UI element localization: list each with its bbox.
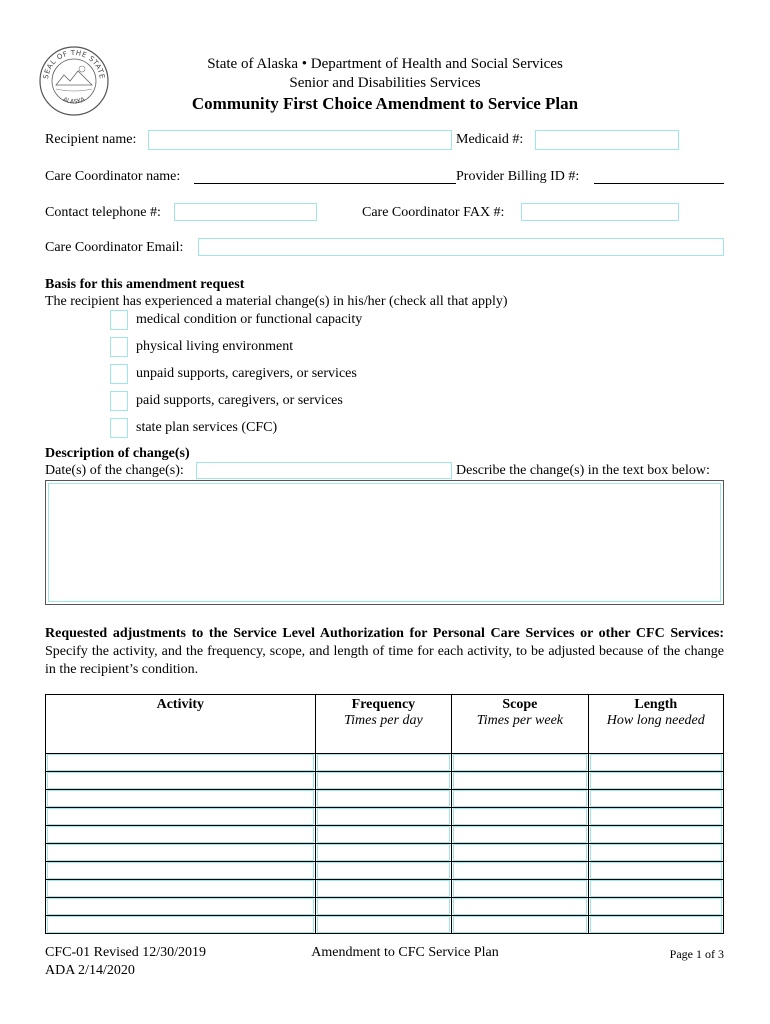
checkbox-medical-condition[interactable] — [110, 310, 128, 330]
activity-input[interactable] — [47, 844, 314, 861]
footer-ada-date: ADA 2/14/2020 — [45, 963, 135, 978]
length-input[interactable] — [590, 898, 722, 915]
basis-intro: The recipient has experienced a material change(s) in his/her (check all that apply) — [45, 294, 508, 309]
frequency-input[interactable] — [317, 916, 451, 933]
footer-center-title: Amendment to CFC Service Plan — [311, 945, 499, 960]
activity-input[interactable] — [47, 898, 314, 915]
scope-input[interactable] — [453, 862, 586, 879]
header-division: Senior and Disabilities Services — [289, 75, 481, 91]
frequency-input[interactable] — [317, 898, 451, 915]
checkbox-state-plan-services[interactable] — [110, 418, 128, 438]
checkbox-unpaid-supports[interactable] — [110, 364, 128, 384]
table-row — [46, 844, 724, 862]
care-coordinator-name-label: Care Coordinator name: — [45, 169, 181, 184]
description-box-frame — [45, 480, 724, 605]
length-input[interactable] — [590, 790, 722, 807]
activity-input[interactable] — [47, 916, 314, 933]
service-table — [45, 694, 724, 934]
table-row — [46, 808, 724, 826]
option-medical-condition: medical condition or functional capacity — [136, 312, 363, 327]
frequency-input[interactable] — [317, 754, 451, 771]
requested-section — [45, 625, 724, 679]
frequency-input[interactable] — [317, 862, 451, 879]
cc-fax-label: Care Coordinator FAX #: — [362, 205, 505, 220]
recipient-name-input[interactable] — [148, 130, 452, 150]
scope-input[interactable] — [453, 844, 586, 861]
description-heading: Description of change(s) — [45, 446, 190, 461]
footer-page-number: Page 1 of 3 — [669, 947, 724, 961]
col-frequency: Frequency Times per day — [315, 695, 452, 754]
cc-fax-input[interactable] — [521, 203, 679, 221]
option-state-plan-services: state plan services (CFC) — [136, 420, 278, 435]
table-row — [46, 826, 724, 844]
seal-icon — [38, 45, 110, 117]
dates-input[interactable] — [196, 462, 452, 479]
scope-input[interactable] — [453, 754, 586, 771]
seal-top-text: SEAL OF THE STATE — [42, 48, 106, 80]
checkbox-paid-supports[interactable] — [110, 391, 128, 411]
scope-input[interactable] — [453, 790, 586, 807]
activity-input[interactable] — [47, 754, 314, 771]
cc-email-input[interactable] — [198, 238, 724, 256]
length-input[interactable] — [590, 772, 722, 789]
requested-instructions: Specify the activity, and the frequency, scope, and length of time for each activity, to be adjusted because of the change in the recipient’s condition. — [45, 644, 724, 677]
table-row — [46, 862, 724, 880]
scope-input[interactable] — [453, 772, 586, 789]
provider-billing-input[interactable] — [594, 166, 724, 184]
header-agency: State of Alaska • Department of Health and Social Services — [207, 56, 563, 72]
length-input[interactable] — [590, 916, 722, 933]
page-title: Community First Choice Amendment to Service Plan — [191, 94, 579, 113]
option-unpaid-supports: unpaid supports, caregivers, or services — [136, 366, 357, 381]
describe-label: Describe the change(s) in the text box below: — [456, 463, 710, 478]
col-activity: Activity — [46, 695, 316, 754]
length-input[interactable] — [590, 862, 722, 879]
option-physical-environment: physical living environment — [136, 339, 294, 354]
activity-input[interactable] — [47, 826, 314, 843]
table-row — [46, 772, 724, 790]
checkbox-physical-environment[interactable] — [110, 337, 128, 357]
medicaid-input[interactable] — [535, 130, 679, 150]
frequency-input[interactable] — [317, 880, 451, 897]
activity-input[interactable] — [47, 790, 314, 807]
col-length: Length How long needed — [588, 695, 723, 754]
option-paid-supports: paid supports, caregivers, or services — [136, 393, 343, 408]
seal-bottom-text: ALASKA — [61, 96, 87, 106]
medicaid-label: Medicaid #: — [456, 132, 524, 147]
frequency-input[interactable] — [317, 772, 451, 789]
dates-label: Date(s) of the change(s): — [45, 463, 184, 478]
length-input[interactable] — [590, 808, 722, 825]
table-row — [46, 754, 724, 772]
scope-input[interactable] — [453, 826, 586, 843]
provider-billing-label: Provider Billing ID #: — [456, 169, 580, 184]
activity-input[interactable] — [47, 862, 314, 879]
table-row — [46, 916, 724, 934]
scope-input[interactable] — [453, 808, 586, 825]
contact-phone-input[interactable] — [174, 203, 317, 221]
footer-form-id: CFC-01 Revised 12/30/2019 — [45, 945, 207, 960]
care-coordinator-name-input[interactable] — [194, 166, 456, 184]
state-seal — [38, 45, 110, 117]
activity-input[interactable] — [47, 808, 314, 825]
table-row — [46, 880, 724, 898]
table-row — [46, 898, 724, 916]
length-input[interactable] — [590, 754, 722, 771]
activity-input[interactable] — [47, 772, 314, 789]
length-input[interactable] — [590, 826, 722, 843]
cc-email-label: Care Coordinator Email: — [45, 240, 184, 255]
length-input[interactable] — [590, 880, 722, 897]
frequency-input[interactable] — [317, 790, 451, 807]
scope-input[interactable] — [453, 880, 586, 897]
description-textarea[interactable] — [48, 483, 721, 602]
basis-heading: Basis for this amendment request — [45, 277, 245, 292]
col-scope: Scope Times per week — [452, 695, 588, 754]
frequency-input[interactable] — [317, 826, 451, 843]
length-input[interactable] — [590, 844, 722, 861]
table-row — [46, 790, 724, 808]
contact-phone-label: Contact telephone #: — [45, 205, 161, 220]
frequency-input[interactable] — [317, 808, 451, 825]
scope-input[interactable] — [453, 898, 586, 915]
frequency-input[interactable] — [317, 844, 451, 861]
table-header-row — [46, 695, 724, 754]
activity-input[interactable] — [47, 880, 314, 897]
requested-heading: Requested adjustments to the Service Level Authorization for Personal Care Services or other CFC Services: — [45, 626, 724, 641]
svg-text:ALASKA — [62, 96, 87, 106]
scope-input[interactable] — [453, 916, 586, 933]
svg-text:SEAL OF THE STATE — [42, 49, 106, 80]
recipient-name-label: Recipient name: — [45, 132, 137, 147]
